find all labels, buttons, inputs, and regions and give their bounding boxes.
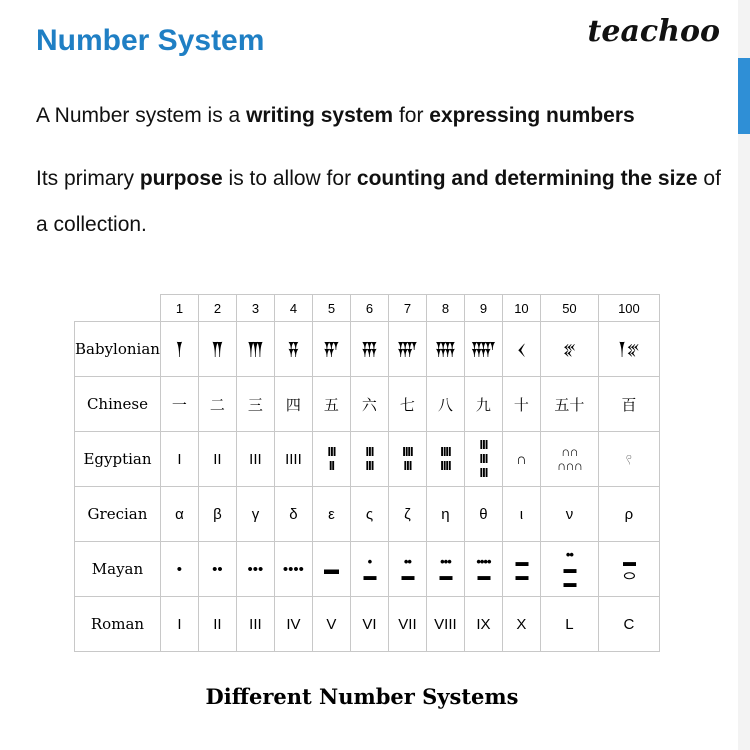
numeral-symbol: ∩ [516, 450, 527, 468]
numeral-cell [236, 377, 274, 432]
numeral-symbol: 𒐗 [246, 342, 265, 359]
number-systems-table [74, 294, 660, 652]
column-header: 9 [464, 295, 502, 322]
numeral-symbol: ••• ▬ [439, 553, 452, 583]
numeral-symbol: γ [251, 505, 260, 523]
numeral-symbol: δ [289, 505, 298, 523]
numeral-cell [502, 377, 540, 432]
numeral-symbol: 𒐚 [360, 342, 379, 359]
numeral-cell [274, 322, 312, 377]
numeral-cell [236, 432, 274, 487]
numeral-symbol: 五 [323, 396, 339, 414]
numeral-symbol: 𒐘 [287, 342, 300, 359]
numeral-symbol: ι [519, 505, 524, 523]
numeral-cell [464, 322, 502, 377]
table-row [75, 597, 660, 652]
numeral-cell [160, 377, 198, 432]
table-row [75, 487, 660, 542]
numeral-cell [502, 542, 540, 597]
numeral-cell [274, 487, 312, 542]
numeral-symbol: 二 [209, 396, 225, 414]
numeral-cell [312, 322, 350, 377]
column-header: 2 [198, 295, 236, 322]
numeral-cell [160, 487, 198, 542]
column-header: 4 [274, 295, 312, 322]
row-label: Egyptian [75, 432, 161, 487]
numeral-cell [502, 487, 540, 542]
numeral-symbol: 𒐝 [470, 342, 497, 359]
numeral-cell [198, 322, 236, 377]
numeral-symbol: ▬ ⬭ [622, 553, 635, 583]
table-row [75, 542, 660, 597]
numeral-symbol: C [623, 615, 635, 633]
numeral-symbol: β [213, 505, 222, 523]
numeral-cell [160, 432, 198, 487]
numeral-cell [426, 487, 464, 542]
intro-text-run: counting and determining the size [356, 167, 698, 190]
intro-text-run: A Number system is a [36, 104, 247, 127]
numeral-cell [426, 542, 464, 597]
numeral-symbol: 𒐙 [322, 342, 341, 359]
numeral-cell [426, 322, 464, 377]
numeral-symbol: L [565, 615, 574, 633]
brand-logo: teachoo [587, 14, 720, 49]
numeral-cell [388, 597, 426, 652]
numeral-symbol: 百 [621, 396, 637, 414]
numeral-symbol: • ▬ [363, 553, 376, 583]
scrollbar-thumb[interactable] [738, 58, 750, 134]
column-header: 8 [426, 295, 464, 322]
numeral-symbol: X [516, 615, 527, 633]
numeral-cell [598, 487, 659, 542]
numeral-cell [598, 597, 659, 652]
numeral-symbol: III III III [479, 436, 488, 480]
row-label: Chinese [75, 377, 161, 432]
numeral-cell [198, 487, 236, 542]
numeral-symbol: •• ▬ [401, 553, 414, 583]
numeral-cell [350, 432, 388, 487]
numeral-cell [198, 542, 236, 597]
row-label: Babylonian [75, 322, 161, 377]
numeral-cell [236, 542, 274, 597]
numeral-cell [312, 432, 350, 487]
intro-text-run: writing system [246, 104, 394, 127]
numeral-cell [598, 377, 659, 432]
numeral-symbol: I [177, 615, 182, 633]
numeral-symbol: III [249, 450, 262, 468]
numeral-cell [160, 597, 198, 652]
numeral-cell [198, 377, 236, 432]
numeral-cell [350, 542, 388, 597]
numeral-symbol: α [175, 505, 184, 523]
numeral-cell [540, 542, 598, 597]
numeral-cell [464, 377, 502, 432]
column-header: 1 [160, 295, 198, 322]
row-label: Roman [75, 597, 161, 652]
numeral-symbol: ▬ [323, 560, 339, 578]
row-label: Grecian [75, 487, 161, 542]
numeral-cell [274, 542, 312, 597]
intro-text-run: purpose [139, 167, 223, 190]
numeral-symbol: IIII IIII [440, 443, 451, 473]
intro-text-run: of a collection. [36, 167, 721, 236]
numeral-symbol: 九 [475, 396, 491, 414]
numeral-cell [540, 597, 598, 652]
numeral-cell [236, 597, 274, 652]
numeral-cell [464, 597, 502, 652]
intro-text-run: expressing numbers [429, 104, 635, 127]
table-row [75, 377, 660, 432]
column-header: 7 [388, 295, 426, 322]
intro-paragraph-1 [36, 104, 635, 128]
numeral-symbol: 七 [399, 396, 415, 414]
numeral-cell [426, 597, 464, 652]
numeral-symbol: V [326, 615, 337, 633]
column-header: 6 [350, 295, 388, 322]
intro-text-run: Its primary [36, 167, 140, 190]
numeral-symbol: II [213, 615, 222, 633]
numeral-symbol: ν [565, 505, 574, 523]
numeral-cell [598, 542, 659, 597]
numeral-symbol: 𒐖 [211, 342, 224, 359]
numeral-cell [388, 542, 426, 597]
numeral-symbol: θ [479, 505, 488, 523]
row-label: Mayan [75, 542, 161, 597]
numeral-cell [540, 322, 598, 377]
numeral-symbol: •••• ▬ [476, 553, 491, 583]
numeral-cell [312, 597, 350, 652]
column-header: 10 [502, 295, 540, 322]
numeral-cell [388, 432, 426, 487]
table-row [75, 322, 660, 377]
numeral-symbol: 𒐕𒐐 [617, 342, 640, 359]
intro-text-run: for [393, 104, 430, 127]
numeral-symbol: •• [212, 560, 223, 578]
numeral-cell [464, 487, 502, 542]
numeral-symbol: ε [328, 505, 335, 523]
numeral-symbol: 𒐐 [562, 342, 577, 359]
numeral-symbol: III II [327, 443, 336, 473]
numeral-symbol: 𒐕 [175, 342, 184, 359]
intro-paragraph-2 [36, 156, 726, 248]
numeral-symbol: ζ [404, 505, 411, 523]
numeral-symbol: IV [286, 615, 301, 633]
numeral-symbol: 四 [285, 396, 301, 414]
numeral-symbol: I [177, 450, 182, 468]
page-title: Number System [36, 24, 265, 57]
column-header: 100 [598, 295, 659, 322]
numeral-cell [388, 322, 426, 377]
numeral-cell [464, 542, 502, 597]
numeral-symbol: VII [398, 615, 417, 633]
numeral-symbol: •• ▬ ▬ [563, 546, 576, 590]
column-header: 3 [236, 295, 274, 322]
numeral-cell [312, 487, 350, 542]
numeral-cell [312, 542, 350, 597]
numeral-cell [598, 432, 659, 487]
numeral-symbol: 𒐜 [434, 342, 457, 359]
numeral-cell [426, 432, 464, 487]
numeral-cell [236, 487, 274, 542]
numeral-cell [388, 487, 426, 542]
numeral-symbol: 八 [437, 396, 453, 414]
numeral-cell [198, 597, 236, 652]
numeral-symbol: ρ [624, 505, 634, 523]
numeral-cell [160, 322, 198, 377]
numeral-symbol: III [249, 615, 262, 633]
numeral-symbol: 三 [247, 396, 263, 414]
numeral-cell [388, 377, 426, 432]
numeral-symbol: 十 [513, 396, 529, 414]
table-corner [75, 295, 161, 322]
column-header: 50 [540, 295, 598, 322]
numeral-symbol: η [441, 505, 450, 523]
numeral-cell [350, 597, 388, 652]
numeral-symbol: ς [365, 505, 374, 523]
intro-text-run: is to allow for [222, 167, 357, 190]
numeral-cell [160, 542, 198, 597]
numeral-symbol: 五十 [554, 396, 585, 414]
numeral-cell [312, 377, 350, 432]
numeral-symbol: VIII [434, 615, 457, 633]
numeral-symbol: •••• [282, 560, 304, 578]
numeral-symbol: 𓍢 [625, 453, 632, 471]
numeral-cell [502, 597, 540, 652]
numeral-symbol: II [213, 450, 222, 468]
figure-caption: Different Number Systems [205, 684, 519, 709]
numeral-cell [540, 377, 598, 432]
numeral-symbol: ▬ ▬ [515, 553, 528, 583]
numeral-cell [236, 322, 274, 377]
numeral-cell [464, 432, 502, 487]
numeral-symbol: VI [362, 615, 377, 633]
numeral-symbol: 六 [361, 396, 377, 414]
table-row [75, 432, 660, 487]
numeral-cell [274, 597, 312, 652]
numeral-symbol: ∩∩ ∩∩∩ [556, 443, 583, 473]
numeral-cell [540, 487, 598, 542]
numeral-cell [198, 432, 236, 487]
numeral-cell [540, 432, 598, 487]
numeral-symbol: • [176, 560, 183, 578]
numeral-symbol: 𒌋 [516, 342, 527, 359]
numeral-cell [502, 432, 540, 487]
numeral-cell [598, 322, 659, 377]
numeral-symbol: IX [476, 615, 491, 633]
numeral-symbol: IIII [285, 450, 302, 468]
numeral-symbol: 𒐛 [396, 342, 419, 359]
numeral-symbol: III III [365, 443, 374, 473]
numeral-cell [350, 322, 388, 377]
numeral-symbol: IIII III [402, 443, 413, 473]
numeral-cell [274, 377, 312, 432]
numeral-cell [350, 487, 388, 542]
numeral-symbol: ••• [247, 560, 264, 578]
numeral-symbol: 一 [171, 396, 187, 414]
numeral-cell [350, 377, 388, 432]
numeral-cell [426, 377, 464, 432]
scrollbar[interactable] [738, 0, 750, 750]
numeral-cell [274, 432, 312, 487]
numeral-cell [502, 322, 540, 377]
column-header: 5 [312, 295, 350, 322]
